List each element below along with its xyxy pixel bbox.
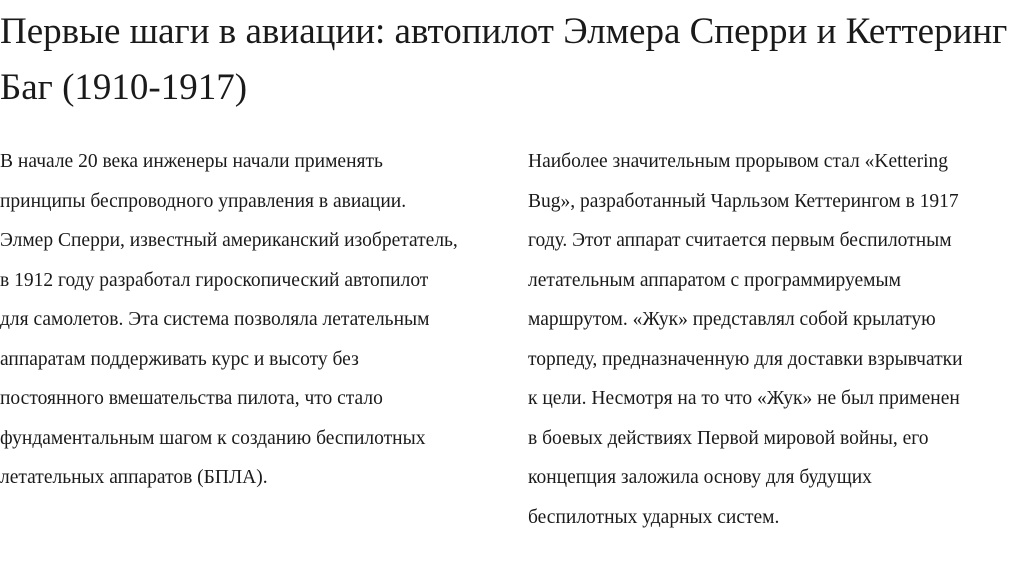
text-line: аппаратам поддерживать курс и высоту без	[0, 348, 359, 370]
text-line: летательных аппаратов (БПЛА).	[0, 467, 268, 488]
text-line: маршрутом. «Жук» представлял собой крылатую	[528, 309, 936, 330]
text-line: Элмер Сперри, известный американский изобретатель,	[0, 230, 458, 251]
slide-title-line: Баг (1910-1917)	[0, 67, 248, 108]
text-line: беспилотных ударных систем.	[528, 506, 780, 528]
text-line: постоянного вмешательства пилота, что стало	[0, 388, 383, 409]
text-line: принципы беспроводного управления в авиации.	[0, 190, 407, 212]
slide-title-line: Первые шаги в авиации: автопилот Элмера Сперри и Кеттеринг	[0, 11, 1008, 52]
left-text-column	[0, 142, 458, 498]
text-line: В начале 20 века инженеры начали применять	[0, 151, 383, 172]
text-line: в 1912 году разработал гироскопический автопилот	[0, 269, 429, 291]
text-line: фундаментальным шагом к созданию беспилотных	[0, 427, 426, 449]
text-line: Наиболее значительным прорывом стал «Kettering	[528, 151, 949, 172]
text-line: Bug», разработанный Чарльзом Кеттерингом в 1917	[528, 190, 959, 212]
text-line: для самолетов. Эта система позволяла летательным	[0, 309, 430, 330]
text-line: концепция заложила основу для будущих	[528, 467, 872, 488]
slide-title	[0, 4, 1024, 116]
text-line: к цели. Несмотря на то что «Жук» не был применен	[528, 388, 960, 409]
text-line: году. Этот аппарат считается первым беспилотным	[528, 230, 952, 251]
right-text-column	[528, 142, 963, 537]
text-line: в боевых действиях Первой мировой войны, его	[528, 427, 929, 449]
text-line: торпеду, предназначенную для доставки взрывчатки	[528, 348, 963, 370]
text-line: летательным аппаратом с программируемым	[528, 269, 901, 291]
